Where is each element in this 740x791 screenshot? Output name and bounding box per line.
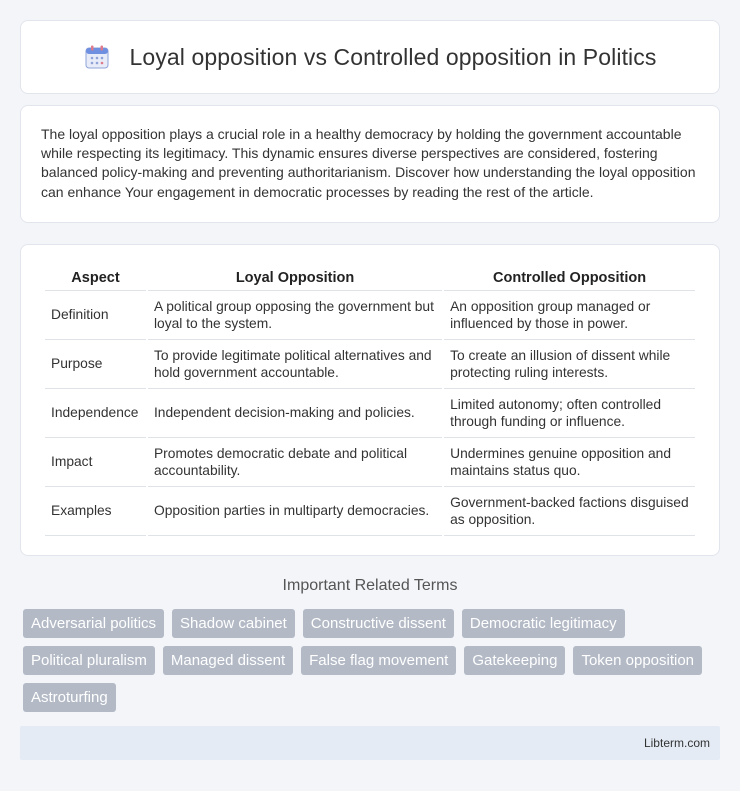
table-row [45, 438, 695, 487]
table-cell: Independent decision-making and policies. [148, 389, 442, 438]
column-header: Loyal Opposition [148, 265, 442, 291]
column-header: Aspect [45, 265, 146, 291]
aspect-cell: Impact [45, 438, 146, 487]
table-header-row [45, 265, 695, 291]
comparison-table [43, 265, 697, 536]
comparison-card [20, 244, 720, 556]
table-cell: To provide legitimate political alternatives and hold government accountable. [148, 340, 442, 389]
table-cell: A political group opposing the government but loyal to the system. [148, 291, 442, 340]
tag-adversarial-politics[interactable]: Adversarial politics [23, 609, 164, 638]
aspect-cell: Purpose [45, 340, 146, 389]
tag-false-flag-movement[interactable]: False flag movement [301, 646, 456, 675]
column-header: Controlled Opposition [444, 265, 695, 291]
table-cell: Limited autonomy; often controlled through funding or influence. [444, 389, 695, 438]
aspect-cell: Definition [45, 291, 146, 340]
header-card [20, 20, 720, 94]
tag-token-opposition[interactable]: Token opposition [573, 646, 702, 675]
table-row [45, 291, 695, 340]
table-cell: Opposition parties in multiparty democracies. [148, 487, 442, 536]
table-row [45, 340, 695, 389]
aspect-cell: Examples [45, 487, 146, 536]
tag-shadow-cabinet[interactable]: Shadow cabinet [172, 609, 295, 638]
intro-text: The loyal opposition plays a crucial role in a healthy democracy by holding the government accountable while respecting its legitimacy. This dynamic ensures diverse perspectives are considered, fostering balanced policy-making and preventing authoritarianism. Discover how understanding the loyal opposition can enhance Your engagement in democratic processes by reading the rest of the article. [41, 126, 696, 200]
table-cell: To create an illusion of dissent while protecting ruling interests. [444, 340, 695, 389]
tag-managed-dissent[interactable]: Managed dissent [163, 646, 293, 675]
calendar-icon [84, 44, 110, 70]
table-cell: Promotes democratic debate and political accountability. [148, 438, 442, 487]
intro-card [20, 105, 720, 223]
tag-astroturfing[interactable]: Astroturfing [23, 683, 116, 712]
table-cell: Government-backed factions disguised as opposition. [444, 487, 695, 536]
table-row [45, 389, 695, 438]
page-title: Loyal opposition vs Controlled opposition in Politics [129, 43, 657, 70]
tag-democratic-legitimacy[interactable]: Democratic legitimacy [462, 609, 625, 638]
table-row [45, 487, 695, 536]
footer [20, 726, 720, 760]
related-terms-title: Important Related Terms [282, 577, 458, 594]
tag-constructive-dissent[interactable]: Constructive dissent [303, 609, 454, 638]
related-terms-list [23, 609, 723, 712]
footer-brand-link[interactable]: Libterm.com [643, 736, 710, 750]
tag-gatekeeping[interactable]: Gatekeeping [464, 646, 565, 675]
table-cell: Undermines genuine opposition and maintains status quo. [444, 438, 695, 487]
table-cell: An opposition group managed or influenced by those in power. [444, 291, 695, 340]
tag-political-pluralism[interactable]: Political pluralism [23, 646, 155, 675]
aspect-cell: Independence [45, 389, 146, 438]
